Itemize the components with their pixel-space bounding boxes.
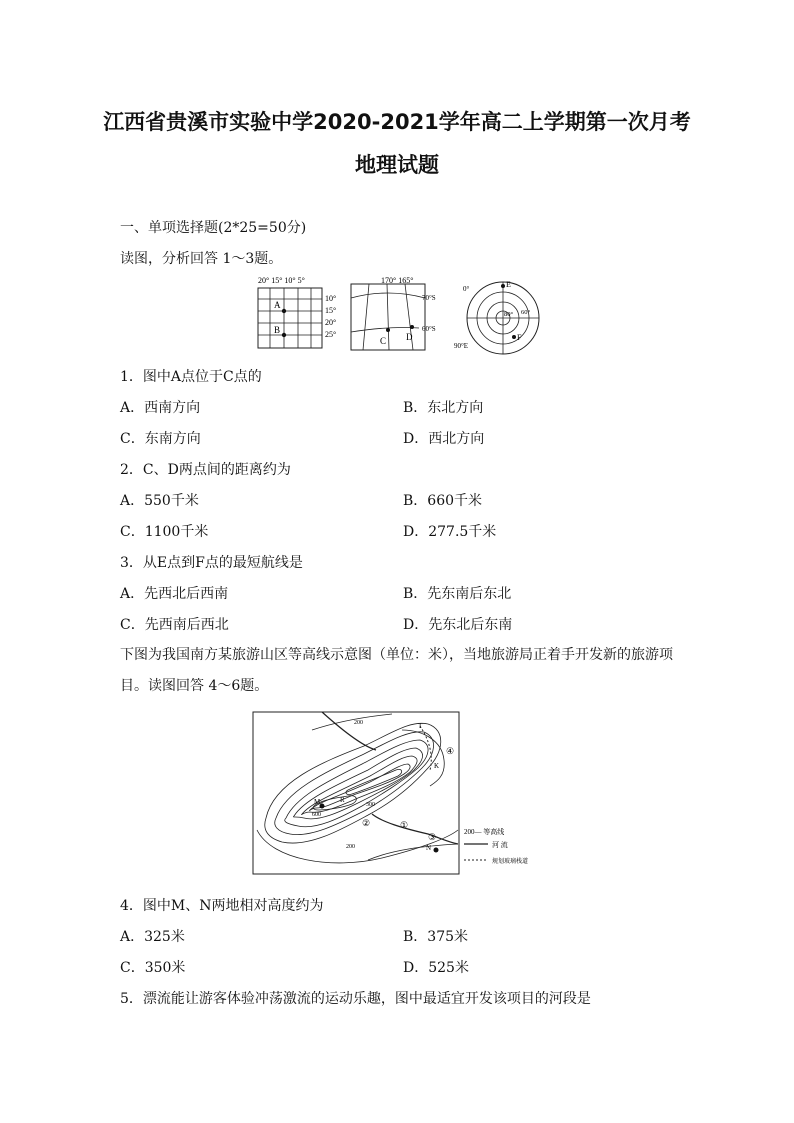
river-segment-3: ③ bbox=[428, 832, 437, 842]
contour-map-figure bbox=[252, 710, 552, 876]
question-1-option-d[interactable]: D．西北方向 bbox=[403, 431, 485, 447]
polar-90e-label: 90°E bbox=[454, 342, 469, 350]
point-f: F bbox=[517, 333, 522, 342]
question-3-option-b[interactable]: B．先东南后东北 bbox=[403, 586, 512, 602]
question-1-option-b[interactable]: B．东北方向 bbox=[403, 400, 484, 416]
question-4-option-d[interactable]: D．525米 bbox=[403, 960, 469, 976]
contour-label-200-bottom: 200 bbox=[346, 844, 355, 850]
sector-top-labels: 170° 165° bbox=[381, 276, 414, 285]
question-4-option-c[interactable]: C．350米 bbox=[120, 960, 186, 976]
figure-1-maps bbox=[255, 274, 545, 356]
point-e: E bbox=[506, 280, 511, 289]
question-3-option-c[interactable]: C．先西南后西北 bbox=[120, 617, 229, 633]
question-2-option-c[interactable]: C．1100千米 bbox=[120, 524, 209, 540]
question-4-option-b[interactable]: B．375米 bbox=[403, 929, 469, 945]
polar-60-label: 60° bbox=[521, 309, 531, 316]
grid-right-label-3: 20° bbox=[325, 318, 337, 327]
point-k: K bbox=[434, 762, 440, 770]
river-segment-1: ① bbox=[400, 820, 409, 830]
polar-80-label: 80° bbox=[504, 311, 514, 318]
question-1-option-c[interactable]: C．东南方向 bbox=[120, 431, 201, 447]
point-n: N bbox=[426, 844, 432, 852]
grid-right-label-4: 25° bbox=[325, 330, 337, 339]
grid-right-label-1: 10° bbox=[325, 294, 337, 303]
lat-60-label: 60°S bbox=[422, 325, 436, 333]
point-t: T bbox=[418, 722, 423, 730]
question-4-option-a[interactable]: A．325米 bbox=[120, 929, 185, 945]
point-a: A bbox=[274, 300, 281, 310]
question-2-option-d[interactable]: D．277.5千米 bbox=[403, 524, 497, 540]
point-c: C bbox=[380, 336, 387, 346]
river-lines bbox=[322, 712, 458, 844]
question-2-stem: 2．C、D两点间的距离约为 bbox=[120, 462, 291, 478]
lat-70-label: 70°S bbox=[422, 294, 436, 302]
point-d: D bbox=[406, 332, 413, 342]
intro-paragraph-2: 下图为我国南方某旅游山区等高线示意图（单位：米），当地旅游局正着手开发新的旅游项目。读图回答 4～6题。 bbox=[120, 647, 673, 694]
point-r: R bbox=[340, 796, 345, 804]
polar-map bbox=[454, 280, 539, 354]
grid-top-labels: 20° 15° 10° 5° bbox=[258, 276, 305, 285]
question-1-stem: 1．图中A点位于C点的 bbox=[120, 369, 262, 385]
question-2-option-a[interactable]: A．550千米 bbox=[120, 493, 199, 509]
legend-glass-path: 规划玻璃栈道 bbox=[492, 859, 529, 865]
question-3-stem: 3．从E点到F点的最短航线是 bbox=[120, 555, 303, 571]
point-b: B bbox=[274, 325, 281, 335]
contour-label-300: 300 bbox=[366, 802, 375, 808]
map-legend bbox=[464, 827, 528, 865]
question-5-stem: 5．漂流能让游客体验冲荡激流的运动乐趣，图中最适宜开发该项目的河段是 bbox=[120, 991, 591, 1007]
question-2-option-b[interactable]: B．660千米 bbox=[403, 493, 483, 509]
grid-right-label-2: 15° bbox=[325, 306, 337, 315]
legend-contour: 200— 等高线 bbox=[464, 828, 505, 836]
river-segment-4: ④ bbox=[446, 746, 455, 756]
question-4-stem: 4．图中M、N两地相对高度约为 bbox=[120, 898, 324, 914]
point-m: M bbox=[314, 798, 321, 806]
contour-label-200-top: 200 bbox=[354, 720, 363, 726]
exam-title-line1: 江西省贵溪市实验中学2020-2021学年高二上学期第一次月考 bbox=[103, 110, 691, 134]
grid-map bbox=[258, 276, 336, 348]
legend-river: 河 流 bbox=[492, 841, 508, 849]
section-intro: 读图，分析回答 1～3题。 bbox=[120, 251, 283, 267]
sector-map bbox=[351, 276, 436, 350]
section-heading: 一、单项选择题(2*25=50分) bbox=[120, 220, 307, 236]
river-segment-2: ② bbox=[362, 818, 371, 828]
polar-0-label: 0° bbox=[463, 285, 470, 293]
exam-title-line2: 地理试题 bbox=[355, 153, 439, 177]
question-3-option-a[interactable]: A．先西北后西南 bbox=[120, 586, 229, 602]
contour-label-600: 600 bbox=[312, 812, 321, 818]
question-1-option-a[interactable]: A．西南方向 bbox=[120, 400, 201, 416]
question-3-option-d[interactable]: D．先东北后东南 bbox=[403, 617, 513, 633]
